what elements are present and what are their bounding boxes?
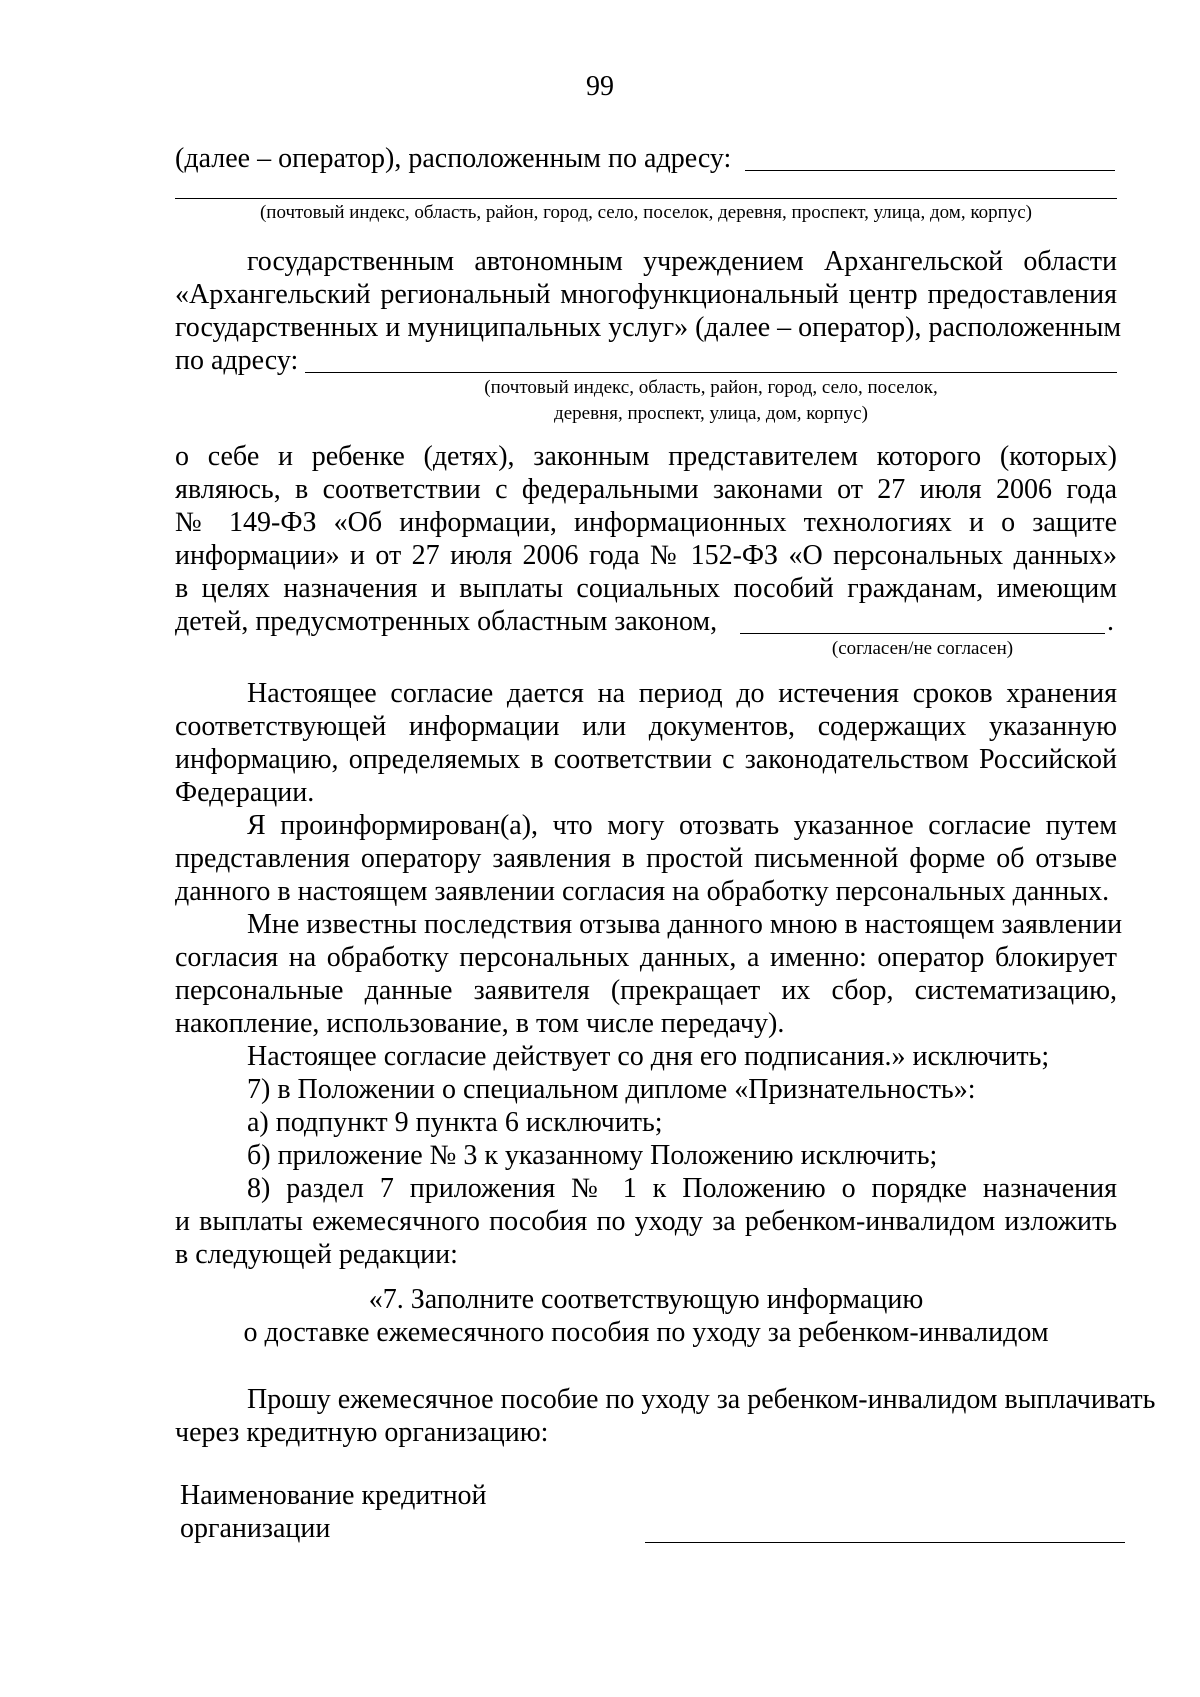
operator2-address-label: по адресу: [175,345,299,376]
consent-line: в целях назначения и выплаты социальных пособий гражданам, имеющим [175,573,1117,604]
item-line: 7) в Положении о специальном дипломе «Признательность»: [247,1074,976,1105]
period-line: Федерации. [175,777,315,808]
operator2-hint: (почтовый индекс, область, район, город, село, поселок, [484,377,938,398]
operator2-line: государственных и муниципальных услуг» (далее – оператор), расположенным [175,312,1122,343]
consequences-line: согласия на обработку персональных данных, а именно: оператор блокирует [175,942,1117,973]
item8-line: в следующей редакции: [175,1239,458,1270]
consequences-line: персональные данные заявителя (прекращает их сбор, систематизацию, [175,975,1117,1006]
section-title: о доставке ежемесячного пособия по уходу за ребенком-инвалидом [243,1317,1049,1348]
item8-line: 8) раздел 7 приложения № 1 к Положению о порядке назначения [247,1173,1117,1204]
address1-blank-line [745,170,1115,171]
request-line: через кредитную организацию: [175,1417,549,1448]
period-line: информацию, определяемых в соответствии с законодательством Российской [175,744,1117,775]
period-line: Настоящее согласие дается на период до истечения сроков хранения [247,678,1117,709]
address1-hint: (почтовый индекс, область, район, город, село, поселок, деревня, проспект, улица, дом, корпус) [259,202,1033,223]
consent-end-punct: . [1107,606,1114,637]
operator2-address-line [305,372,1117,373]
revoke-line: данного в настоящем заявлении согласия на обработку персональных данных. [175,876,1110,907]
revoke-line: Я проинформирован(а), что могу отозвать указанное согласие путем [247,810,1117,841]
consent-hint: (согласен/не согласен) [831,638,1014,659]
section-title: «7. Заполните соответствующую информацию [368,1284,924,1315]
consequences-line: Мне известны последствия отзыва данного мною в настоящем заявлении [247,909,1123,940]
item-line: б) приложение № 3 к указанному Положению исключить; [247,1140,938,1171]
item8-line: и выплаты ежемесячного пособия по уходу за ребенком-инвалидом изложить [175,1206,1117,1237]
bank-name-label: Наименование кредитной [180,1480,487,1511]
consent-answer-line [740,633,1105,634]
consent-line: информации» и от 27 июля 2006 года № 152-ФЗ «О персональных данных» [175,540,1117,571]
operator2-line: «Архангельский региональный многофункциональный центр предоставления [175,279,1117,310]
consent-line: № 149-ФЗ «Об информации, информационных технологиях и о защите [175,507,1117,538]
bank-name-field-line[interactable] [645,1542,1125,1543]
request-line: Прошу ежемесячное пособие по уходу за ребенком-инвалидом выплачивать [247,1384,1156,1415]
consequences-line: накопление, использование, в том числе передачу). [175,1008,785,1039]
revoke-line: представления оператору заявления в простой письменной форме об отзыве [175,843,1117,874]
operator2-hint: деревня, проспект, улица, дом, корпус) [554,403,868,424]
consent-line: о себе и ребенке (детях), законным представителем которого (которых) [175,441,1117,472]
consent-line: детей, предусмотренных областным законом, [175,606,718,637]
consent-line: являюсь, в соответствии с федеральными законами от 27 июля 2006 года [175,474,1117,505]
operator2-line: государственным автономным учреждением Архангельской области [247,246,1117,277]
address1-text: (далее – оператор), расположенным по адресу: [175,143,732,174]
bank-name-label: организации [180,1513,331,1544]
item-line: Настоящее согласие действует со дня его подписания.» исключить; [247,1041,1050,1072]
address1-full-line [175,198,1117,199]
item-line: а) подпункт 9 пункта 6 исключить; [247,1107,663,1138]
period-line: соответствующей информации или документов, содержащих указанную [175,711,1117,742]
page-number: 99 [586,71,614,102]
